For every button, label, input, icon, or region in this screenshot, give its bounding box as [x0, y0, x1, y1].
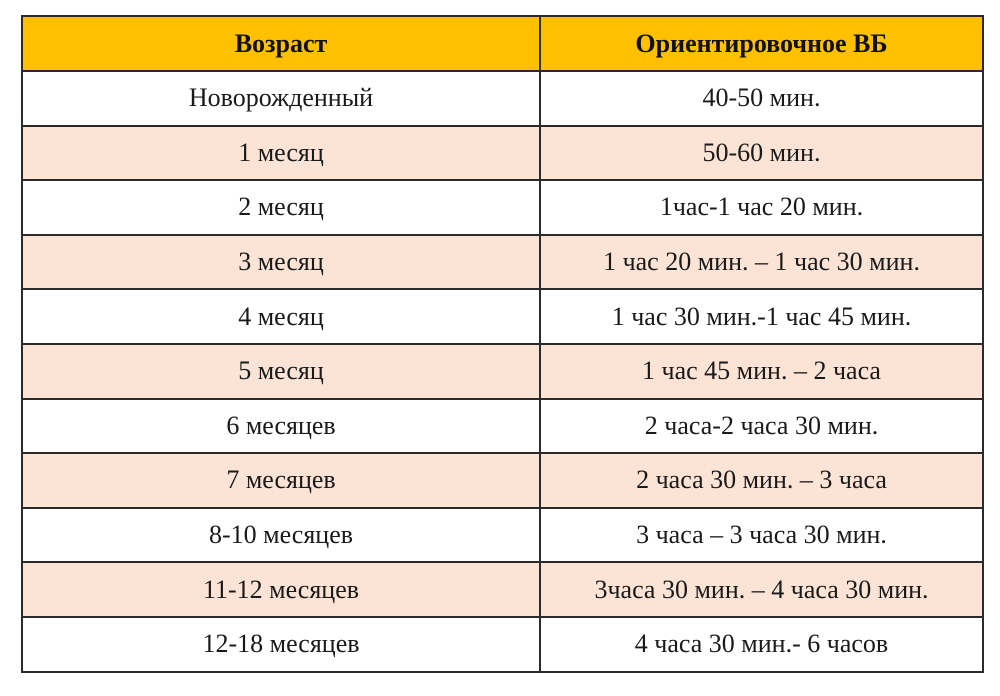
age-cell: 12-18 месяцев — [22, 617, 540, 672]
column-header-wake-window: Ориентировочное ВБ — [540, 16, 983, 71]
table-row — [22, 180, 983, 235]
wake-window-cell: 2 часа 30 мин. – 3 часа — [540, 453, 983, 508]
age-cell: 6 месяцев — [22, 399, 540, 454]
table-row — [22, 235, 983, 290]
table-row — [22, 562, 983, 617]
table-row — [22, 289, 983, 344]
age-cell: 1 месяц — [22, 126, 540, 181]
table-row — [22, 617, 983, 672]
wake-window-cell: 50-60 мин. — [540, 126, 983, 181]
wake-window-table-container — [21, 15, 982, 673]
wake-window-cell: 1 час 45 мин. – 2 часа — [540, 344, 983, 399]
wake-window-cell: 3часа 30 мин. – 4 часа 30 мин. — [540, 562, 983, 617]
table-row — [22, 508, 983, 563]
table-row — [22, 399, 983, 454]
wake-window-cell: 1час-1 час 20 мин. — [540, 180, 983, 235]
wake-window-cell: 3 часа – 3 часа 30 мин. — [540, 508, 983, 563]
age-cell: 2 месяц — [22, 180, 540, 235]
age-cell: Новорожденный — [22, 71, 540, 126]
age-cell: 8-10 месяцев — [22, 508, 540, 563]
wake-window-cell: 40-50 мин. — [540, 71, 983, 126]
age-cell: 3 месяц — [22, 235, 540, 290]
wake-window-cell: 1 час 30 мин.-1 час 45 мин. — [540, 289, 983, 344]
age-cell: 11-12 месяцев — [22, 562, 540, 617]
age-cell: 4 месяц — [22, 289, 540, 344]
table-row — [22, 453, 983, 508]
table-row — [22, 344, 983, 399]
wake-window-cell: 2 часа-2 часа 30 мин. — [540, 399, 983, 454]
column-header-age: Возраст — [22, 16, 540, 71]
wake-window-cell: 1 час 20 мин. – 1 час 30 мин. — [540, 235, 983, 290]
table-header-row — [22, 16, 983, 71]
wake-window-cell: 4 часа 30 мин.- 6 часов — [540, 617, 983, 672]
wake-window-table — [21, 15, 984, 673]
table-row — [22, 126, 983, 181]
age-cell: 7 месяцев — [22, 453, 540, 508]
age-cell: 5 месяц — [22, 344, 540, 399]
table-row — [22, 71, 983, 126]
